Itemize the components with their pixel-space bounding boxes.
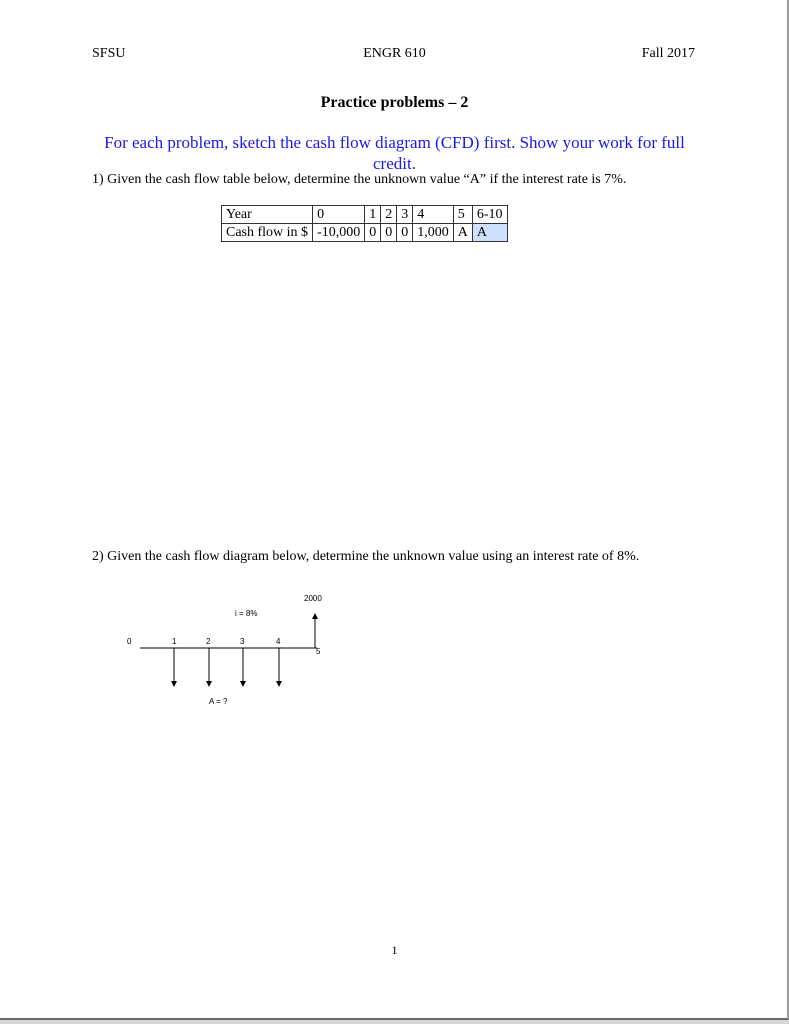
- period-label: 4: [276, 637, 281, 646]
- table-cell: -10,000: [313, 224, 365, 242]
- period-label: 0: [127, 637, 132, 646]
- table-cell: 5: [453, 206, 472, 224]
- header-school: SFSU: [92, 46, 126, 61]
- table-cell: Year: [222, 206, 313, 224]
- table-cell-highlighted: A: [472, 224, 507, 242]
- period-label: 5: [316, 647, 321, 656]
- period-label: 3: [240, 637, 245, 646]
- table-cell: 2: [381, 206, 397, 224]
- page-title: Practice problems – 2: [320, 94, 469, 111]
- page-number: 1: [391, 943, 398, 957]
- period-label: 2: [206, 637, 211, 646]
- interest-rate-label: i = 8%: [235, 609, 258, 618]
- table-cell: 1: [365, 206, 381, 224]
- table-cell: 1,000: [413, 224, 454, 242]
- table-cell: A: [453, 224, 472, 242]
- table-cell: Cash flow in $: [222, 224, 313, 242]
- period-label: 1: [172, 637, 177, 646]
- table-cell: 0: [381, 224, 397, 242]
- cash-flow-diagram: [110, 590, 340, 720]
- outflow-amount-label: A = ?: [209, 697, 228, 706]
- header-course: ENGR 610: [363, 46, 426, 61]
- table-cell: 6-10: [472, 206, 507, 224]
- table-cell: 0: [313, 206, 365, 224]
- table-value-row: [222, 224, 508, 242]
- table-header-row: [222, 206, 508, 224]
- problem-2-text: 2) Given the cash flow diagram below, determine the unknown value using an interest rate of 8%.: [92, 549, 640, 564]
- table-cell: 0: [365, 224, 381, 242]
- header-term: Fall 2017: [641, 46, 695, 61]
- inflow-amount-label: 2000: [304, 594, 322, 603]
- instructions: For each problem, sketch the cash flow diagram (CFD) first. Show your work for full credit.: [104, 133, 685, 173]
- table-cell: 0: [397, 224, 413, 242]
- table-cell: 3: [397, 206, 413, 224]
- table-cell: 4: [413, 206, 454, 224]
- problem-1-text: 1) Given the cash flow table below, determine the unknown value “A” if the interest rate is 7%.: [92, 172, 627, 187]
- cash-flow-table: [221, 205, 508, 242]
